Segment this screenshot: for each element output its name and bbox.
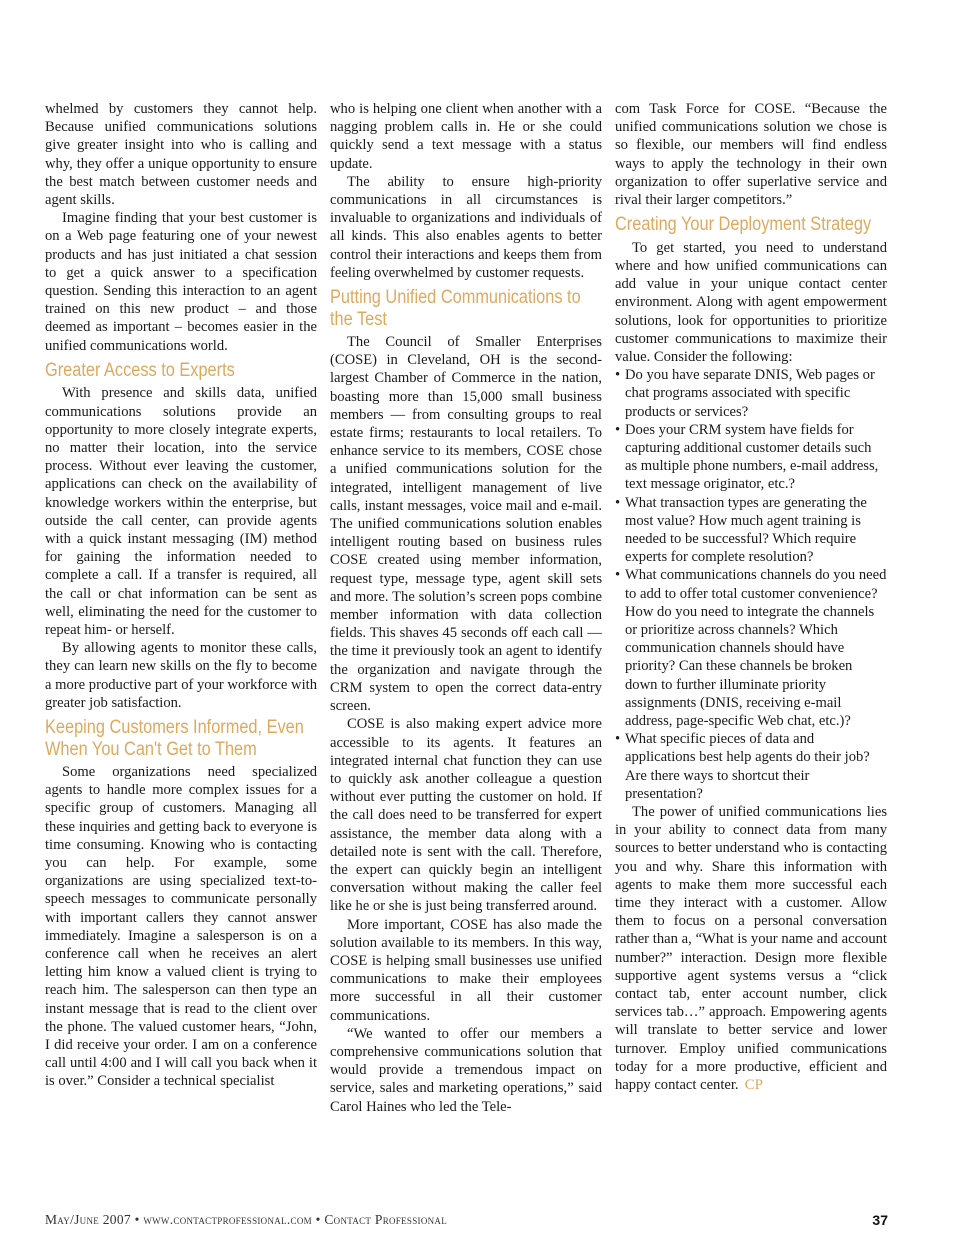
list-item bbox=[615, 730, 887, 803]
bullet-icon: • bbox=[615, 421, 621, 438]
bullet-icon: • bbox=[615, 731, 621, 748]
paragraph: com Task Force for COSE. “Because the unified communications solution we chose is so flexible, our members will find endless ways to apply the technology in their own organization to offer superlative service and rival their larger competitors.” bbox=[615, 101, 887, 209]
bullet-icon: • bbox=[615, 494, 621, 511]
list-item bbox=[615, 421, 887, 494]
list-item-text: Does your CRM system have fields for capturing additional customer details such as multiple phone numbers, e-mail address, text message originator, etc.? bbox=[625, 421, 879, 493]
footer-publication-line: May/June 2007 • www.contactprofessional.com • Contact Professional bbox=[45, 1212, 448, 1227]
closing-text: The power of unified communications lies in your ability to connect data from many sources to better understand who is contacting you and why. Share this information with agents to make them more successful each time they interact with a customer. Allow them to focus on a personal conversation rather than a, “What is your name and account number?” interaction. Design more flexible supportive agent systems versus a “click contact tab, enter account number, click services tab…” approach. Empowering agents will translate to better service and lower turnover. Employ unified communications today for a more productive, efficient and happy contact center. bbox=[615, 804, 887, 1094]
paragraph: The Council of Smaller Enterprises (COSE) in Cleveland, OH is the second-largest Chamber of Commerce in the nation, boasting more than 15,000 small business members — from consulting groups to real estate firms; restaurants to local retailers. To enhance service to its members, COSE chose a unified communications solution for the integrated, intelligent management of live calls, instant messages, voice mail and e-mail. The unified communications solution enables intelligent routing based on business rules COSE created using member information, request type, message type, agent skill sets and more. The solution’s screen pops combine member information with data collection fields. This shaves 45 seconds off each call — the time it previously took an agent to identify the organization and navigate through the CRM system to open the correct data-entry screen. bbox=[330, 334, 602, 715]
list-item bbox=[615, 566, 887, 730]
bullet-icon: • bbox=[615, 367, 621, 384]
paragraph: Some organizations need specialized agents to handle more complex issues for a specific group of customers. Managing all these inquiries and getting back to everyone is time consuming. Knowing who is contacting you can help. For example, some organizations are using specialized text-to-speech messages to communicate personally with important callers they cannot answer immediately. Imagine a salesperson is on a conference call when he receives an alert letting him know a valued client is trying to reach him. The salesperson can then type an instant message that is read to the client over the phone. The valued customer hears, “John, I did receive your order. I am on a conference call until 4:00 and I will call you back when it is over.” Consider a technical specialist bbox=[45, 764, 317, 1090]
paragraph: COSE is also making expert advice more accessible to its agents. It features an integrated internal chat function they can use to quickly ask another colleague a question without ever putting the customer on hold. If the call does need to be transferred for expert assistance, the member data along with a detailed note is sent with the call. Therefore, the expert can quickly begin an intelligent conversation without making the caller feel like he or she is just being transferred around. bbox=[330, 716, 602, 915]
paragraph bbox=[615, 803, 887, 1094]
page-footer bbox=[45, 1212, 888, 1232]
section-heading: Creating Your Deployment Strategy bbox=[615, 214, 872, 236]
list-item-text: Do you have separate DNIS, Web pages or chat programs associated with specific products or services? bbox=[625, 367, 875, 420]
article-column-3 bbox=[615, 100, 887, 1094]
paragraph: To get started, you need to understand where and how unified communications can add value in your unique contact center environment. Along with agent empowerment solutions, look for opportunities to prioritize customer communications to maximize their value. Consider the following: bbox=[615, 239, 887, 365]
list-item bbox=[615, 366, 887, 421]
section-heading: Keeping Customers Informed, Even When You Can't Get to Them bbox=[45, 717, 304, 760]
paragraph: With presence and skills data, unified communications solutions provide an opportunity to more closely integrate experts, no matter their location, into the service process. Without ever leaving the customer, applications can check on the availability of knowledge workers within the enterprise, but outside the call center, can provide agents with a quick instant messaging (IM) method for gaining the information needed to complete a call. If a transfer is required, all the call or chat information can be sent as well, eliminating the need for the customer to repeat him- or herself. bbox=[45, 385, 317, 638]
end-mark: CP bbox=[744, 1077, 763, 1094]
paragraph: More important, COSE has also made the solution available to its members. In this way, COSE is helping small businesses use unified communications to make their employees more successful in all their customer communications. bbox=[330, 916, 602, 1024]
list-item bbox=[615, 494, 887, 567]
paragraph: Imagine finding that your best customer is on a Web page featuring one of your newest products and has just initiated a chat session to get a quick answer to a specification question. Sending this interaction to an agent trained on this new product – and those deemed as important – becomes easier in the unified communications world. bbox=[45, 210, 317, 354]
paragraph: By allowing agents to monitor these calls, they can learn new skills on the fly to become a more productive part of your workforce with greater job satisfaction. bbox=[45, 640, 317, 711]
list-item-text: What specific pieces of data and applications best help agents do their job? Are there ways to shortcut their presentation? bbox=[625, 731, 870, 802]
paragraph: whelmed by customers they cannot help. Because unified communications solutions give greater insight into who is calling and why, they offer a unique opportunity to ensure the best match between customer needs and agent skills. bbox=[45, 101, 317, 209]
section-heading: Putting Unified Communications to the Test bbox=[330, 287, 581, 330]
paragraph: The ability to ensure high-priority communications in all circumstances is invaluable to organizations and individuals of all kinds. This also enables agents to better control their interactions and keeps them from feeling overwhelmed by customer requests. bbox=[330, 173, 602, 281]
paragraph: who is helping one client when another with a nagging problem calls in. He or she could quickly send a text message with a status update. bbox=[330, 101, 602, 172]
bullet-icon: • bbox=[615, 567, 621, 584]
section-heading: Greater Access to Experts bbox=[45, 359, 235, 381]
question-list bbox=[615, 366, 887, 803]
article-column-1 bbox=[45, 100, 317, 1091]
list-item-text: What transaction types are generating the most value? How much agent training is needed to be successful? Which require experts for complete resolution? bbox=[625, 494, 867, 566]
list-item-text: What communications channels do you need to add to offer total customer convenience? How do you need to integrate the channels or prioritize across channels? Which communication channels should have priority? Can these channels be broken down to further illuminate priority assignments (DNIS, receiving e-mail address, page-specific Web chat, etc.)? bbox=[625, 567, 887, 729]
paragraph: “We wanted to offer our members a comprehensive communications solution that would provide a tremendous impact on service, sales and marketing operations,” said Carol Haines who led the Tele- bbox=[330, 1025, 602, 1115]
article-column-2 bbox=[330, 100, 602, 1116]
page-number: 37 bbox=[872, 1212, 888, 1228]
